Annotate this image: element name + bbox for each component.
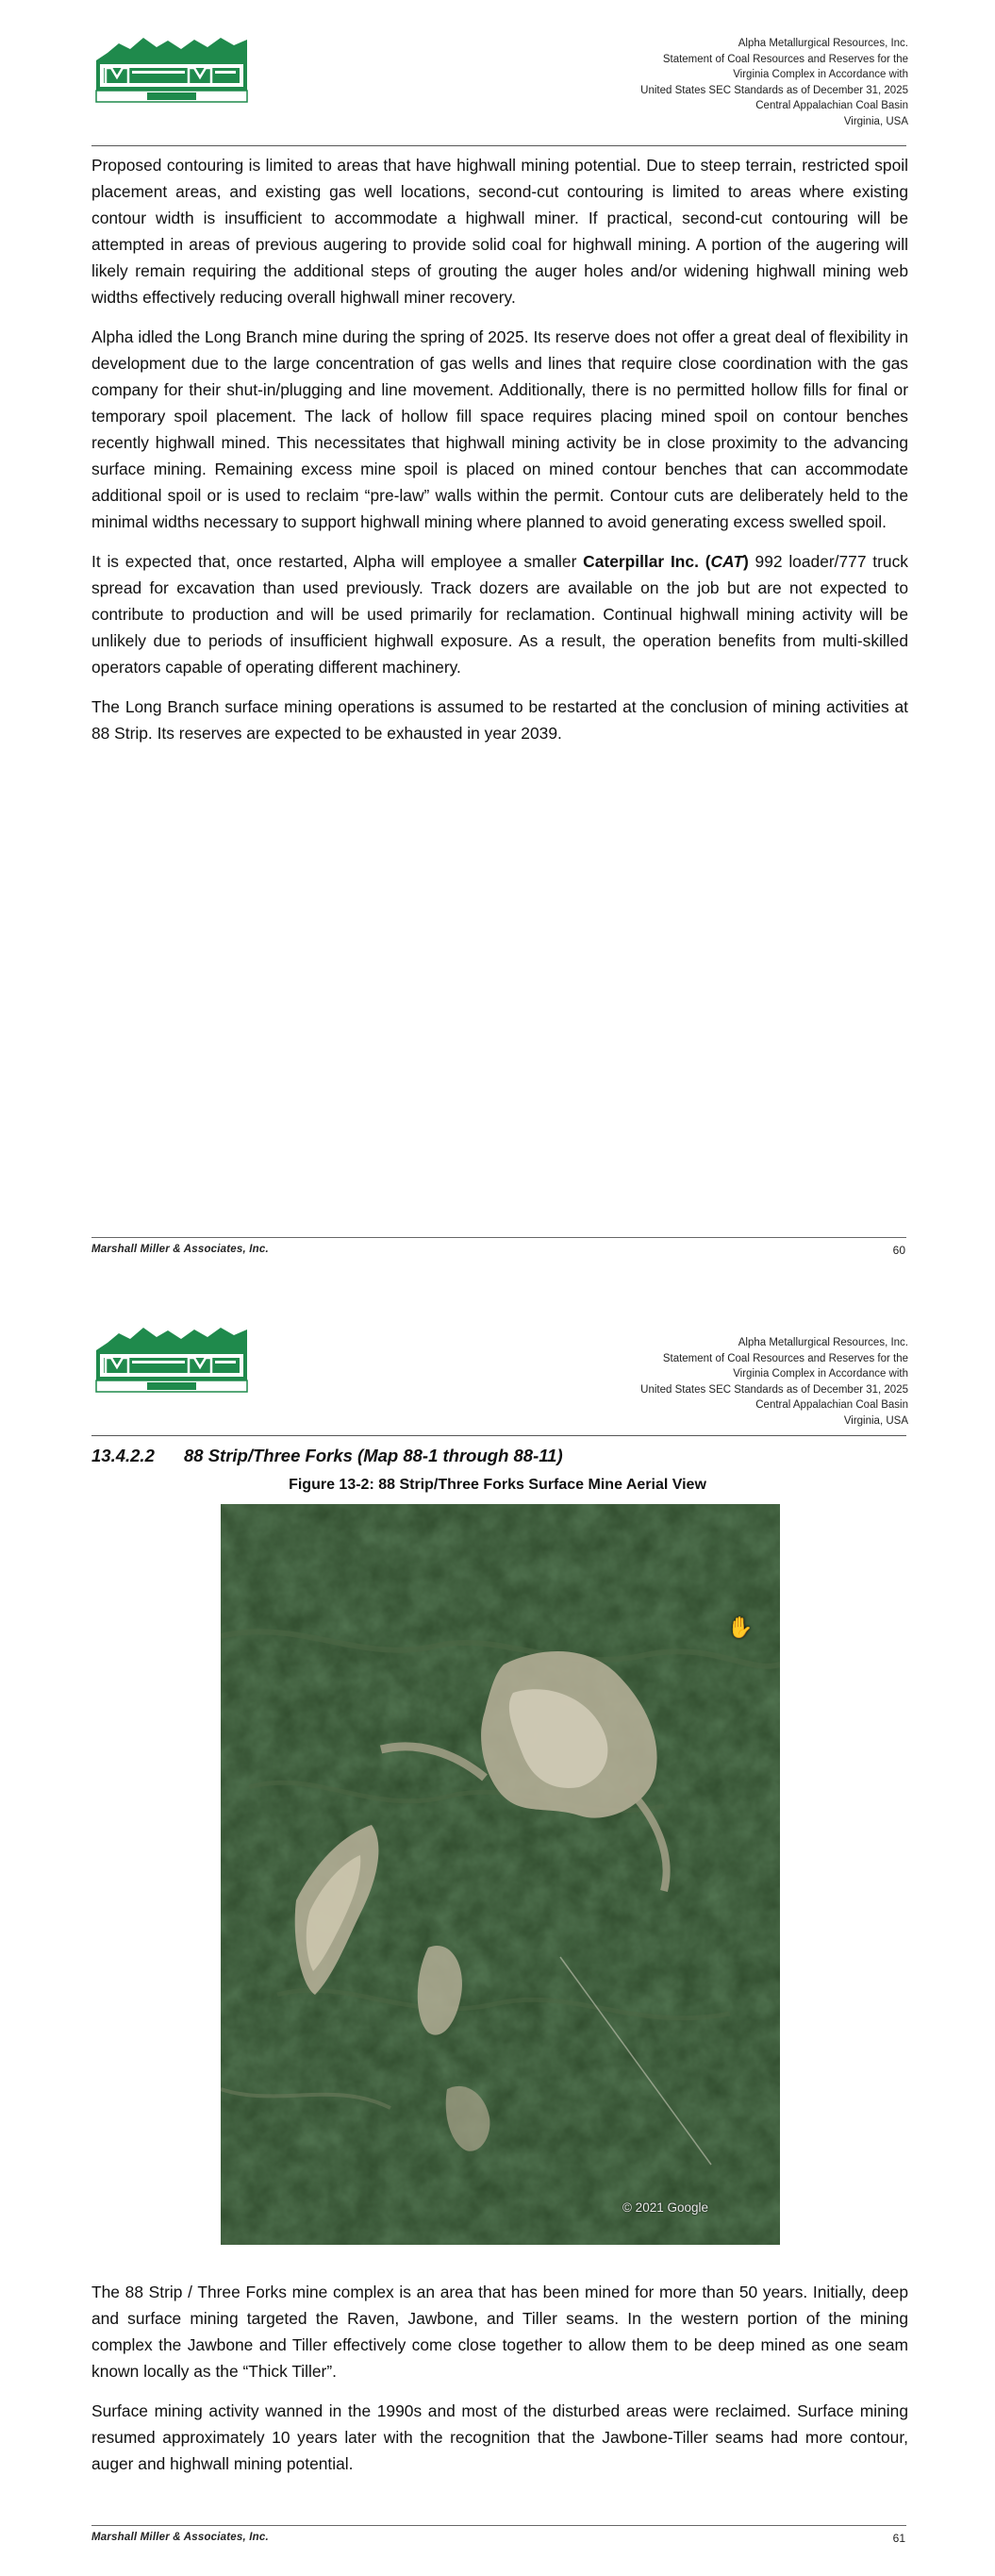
paragraph: The 88 Strip / Three Forks mine complex is an area that has been mined for more than 50 years. Initially, deep and surface mining targeted the Raven, Jawbone, and Tiller seams. In the western portion of the mining complex the Jawbone and Tiller effectively come close together to allow them to be deep mined as one seam known locally as the “Thick Tiller”. (91, 2283, 908, 2381)
paragraph: Proposed contouring is limited to areas that have highwall mining potential. Due to steep terrain, restricted spoil placement areas, and existing gas well locations, second-cut contouring is limited to areas where existing contour width is insufficient to accommodate a highwall miner. If practical, second-cut contouring will be attempted in areas of previous augering to provide solid coal for highwall mining. A portion of the augering will likely remain requiring the additional steps of grouting the auger holes and/or widening highwall mining web widths effectively reducing overall highwall miner recovery. (91, 156, 908, 307)
header-line: Central Appalachian Coal Basin (755, 1399, 908, 1411)
aerial-photo (221, 1504, 780, 2245)
header-line: United States SEC Standards as of December 31, 2025 (640, 1383, 908, 1396)
header-rule (91, 1435, 906, 1436)
document-header (512, 36, 908, 129)
header-line: Virginia, USA (843, 115, 908, 127)
page-number: 61 (892, 2532, 905, 2545)
hand-cursor-icon: ✋ (727, 1615, 754, 1639)
header-line: United States SEC Standards as of December 31, 2025 (640, 84, 908, 96)
paragraph: Alpha idled the Long Branch mine during the spring of 2025. Its reserve does not offer a great deal of flexibility in development due to the large concentration of gas wells and lines that require close coordination with the gas company for their shut-in/plugging and line movement. Additionally, there is no permitted hollow fills for final or temporary spoil placement. The lack of hollow fill space requires placing mined spoil on contour benches recently highwall mined. This necessitates that highwall mining activity be in close proximity to the advancing surface mining. Remaining excess mine spoil is placed on mined contour benches that can accommodate additional spoil or is used to reclaim “pre-law” walls within the permit. Contour cuts are deliberately held to the minimal widths necessary to support highwall mining where planned to avoid generating excess swelled spoil. (91, 327, 908, 531)
footer-company: Marshall Miller & Associates, Inc. (91, 2532, 269, 2543)
paragraph: The Long Branch surface mining operations is assumed to be restarted at the conclusion of mining activities at 88 Strip. Its reserves are expected to be exhausted in year 2039. (91, 697, 908, 743)
text-run: 992 loader/777 (748, 552, 867, 571)
header-line: Virginia Complex in Accordance with (733, 1368, 908, 1380)
marshall-miller-logo (94, 1322, 251, 1394)
text-run: Caterpillar Inc. ( (583, 552, 711, 571)
paragraph: Surface mining activity wanned in the 1990s and most of the disturbed areas were reclaimed. Surface mining resumed approximately 10 years later with the recognition that the Jawbone-Tiller seams had more contour, auger and highwall mining potential. (91, 2401, 908, 2473)
marshall-miller-logo (94, 32, 251, 104)
header-line: Central Appalachian Coal Basin (755, 100, 908, 111)
text-run: ) (742, 552, 749, 571)
page-60-body (91, 152, 908, 760)
section-heading (91, 1446, 563, 1466)
footer-rule (91, 2525, 906, 2526)
header-line: Virginia Complex in Accordance with (733, 69, 908, 80)
section-number: 13.4.2.2 (91, 1446, 155, 1465)
paragraph (91, 548, 908, 680)
section-title: 88 Strip/Three Forks (Map 88-1 through 88-11) (184, 1446, 563, 1465)
document-header (512, 1335, 908, 1429)
header-line: Alpha Metallurgical Resources, Inc. (738, 1337, 908, 1348)
header-line: Alpha Metallurgical Resources, Inc. (738, 38, 908, 49)
header-rule (91, 145, 906, 146)
page-61-body (91, 2279, 908, 2490)
page-number: 60 (892, 1244, 905, 1257)
footer-company: Marshall Miller & Associates, Inc. (91, 1244, 269, 1255)
header-line: Statement of Coal Resources and Reserves for the (662, 53, 908, 65)
image-credit: © 2021 Google (622, 2200, 708, 2215)
header-line: Statement of Coal Resources and Reserves for the (662, 1352, 908, 1364)
footer-rule (91, 1237, 906, 1238)
figure-caption: Figure 13-2: 88 Strip/Three Forks Surface Mine Aerial View (289, 1477, 706, 1493)
text-run: It is expected that, once restarted, Alpha will employee a smaller (91, 552, 584, 571)
text-run: CAT (710, 552, 743, 571)
header-line: Virginia, USA (843, 1414, 908, 1427)
text-run: truck spread for excavation than used previously. Track dozers are available on the job but are not expected to contribute to production and will be used primarily for reclamation. Continual highwall mining activity will be unlikely due to periods of insufficient highwall exposure. As a result, the operation benefits from multi-skilled operators capable of operating different machinery. (91, 552, 908, 677)
